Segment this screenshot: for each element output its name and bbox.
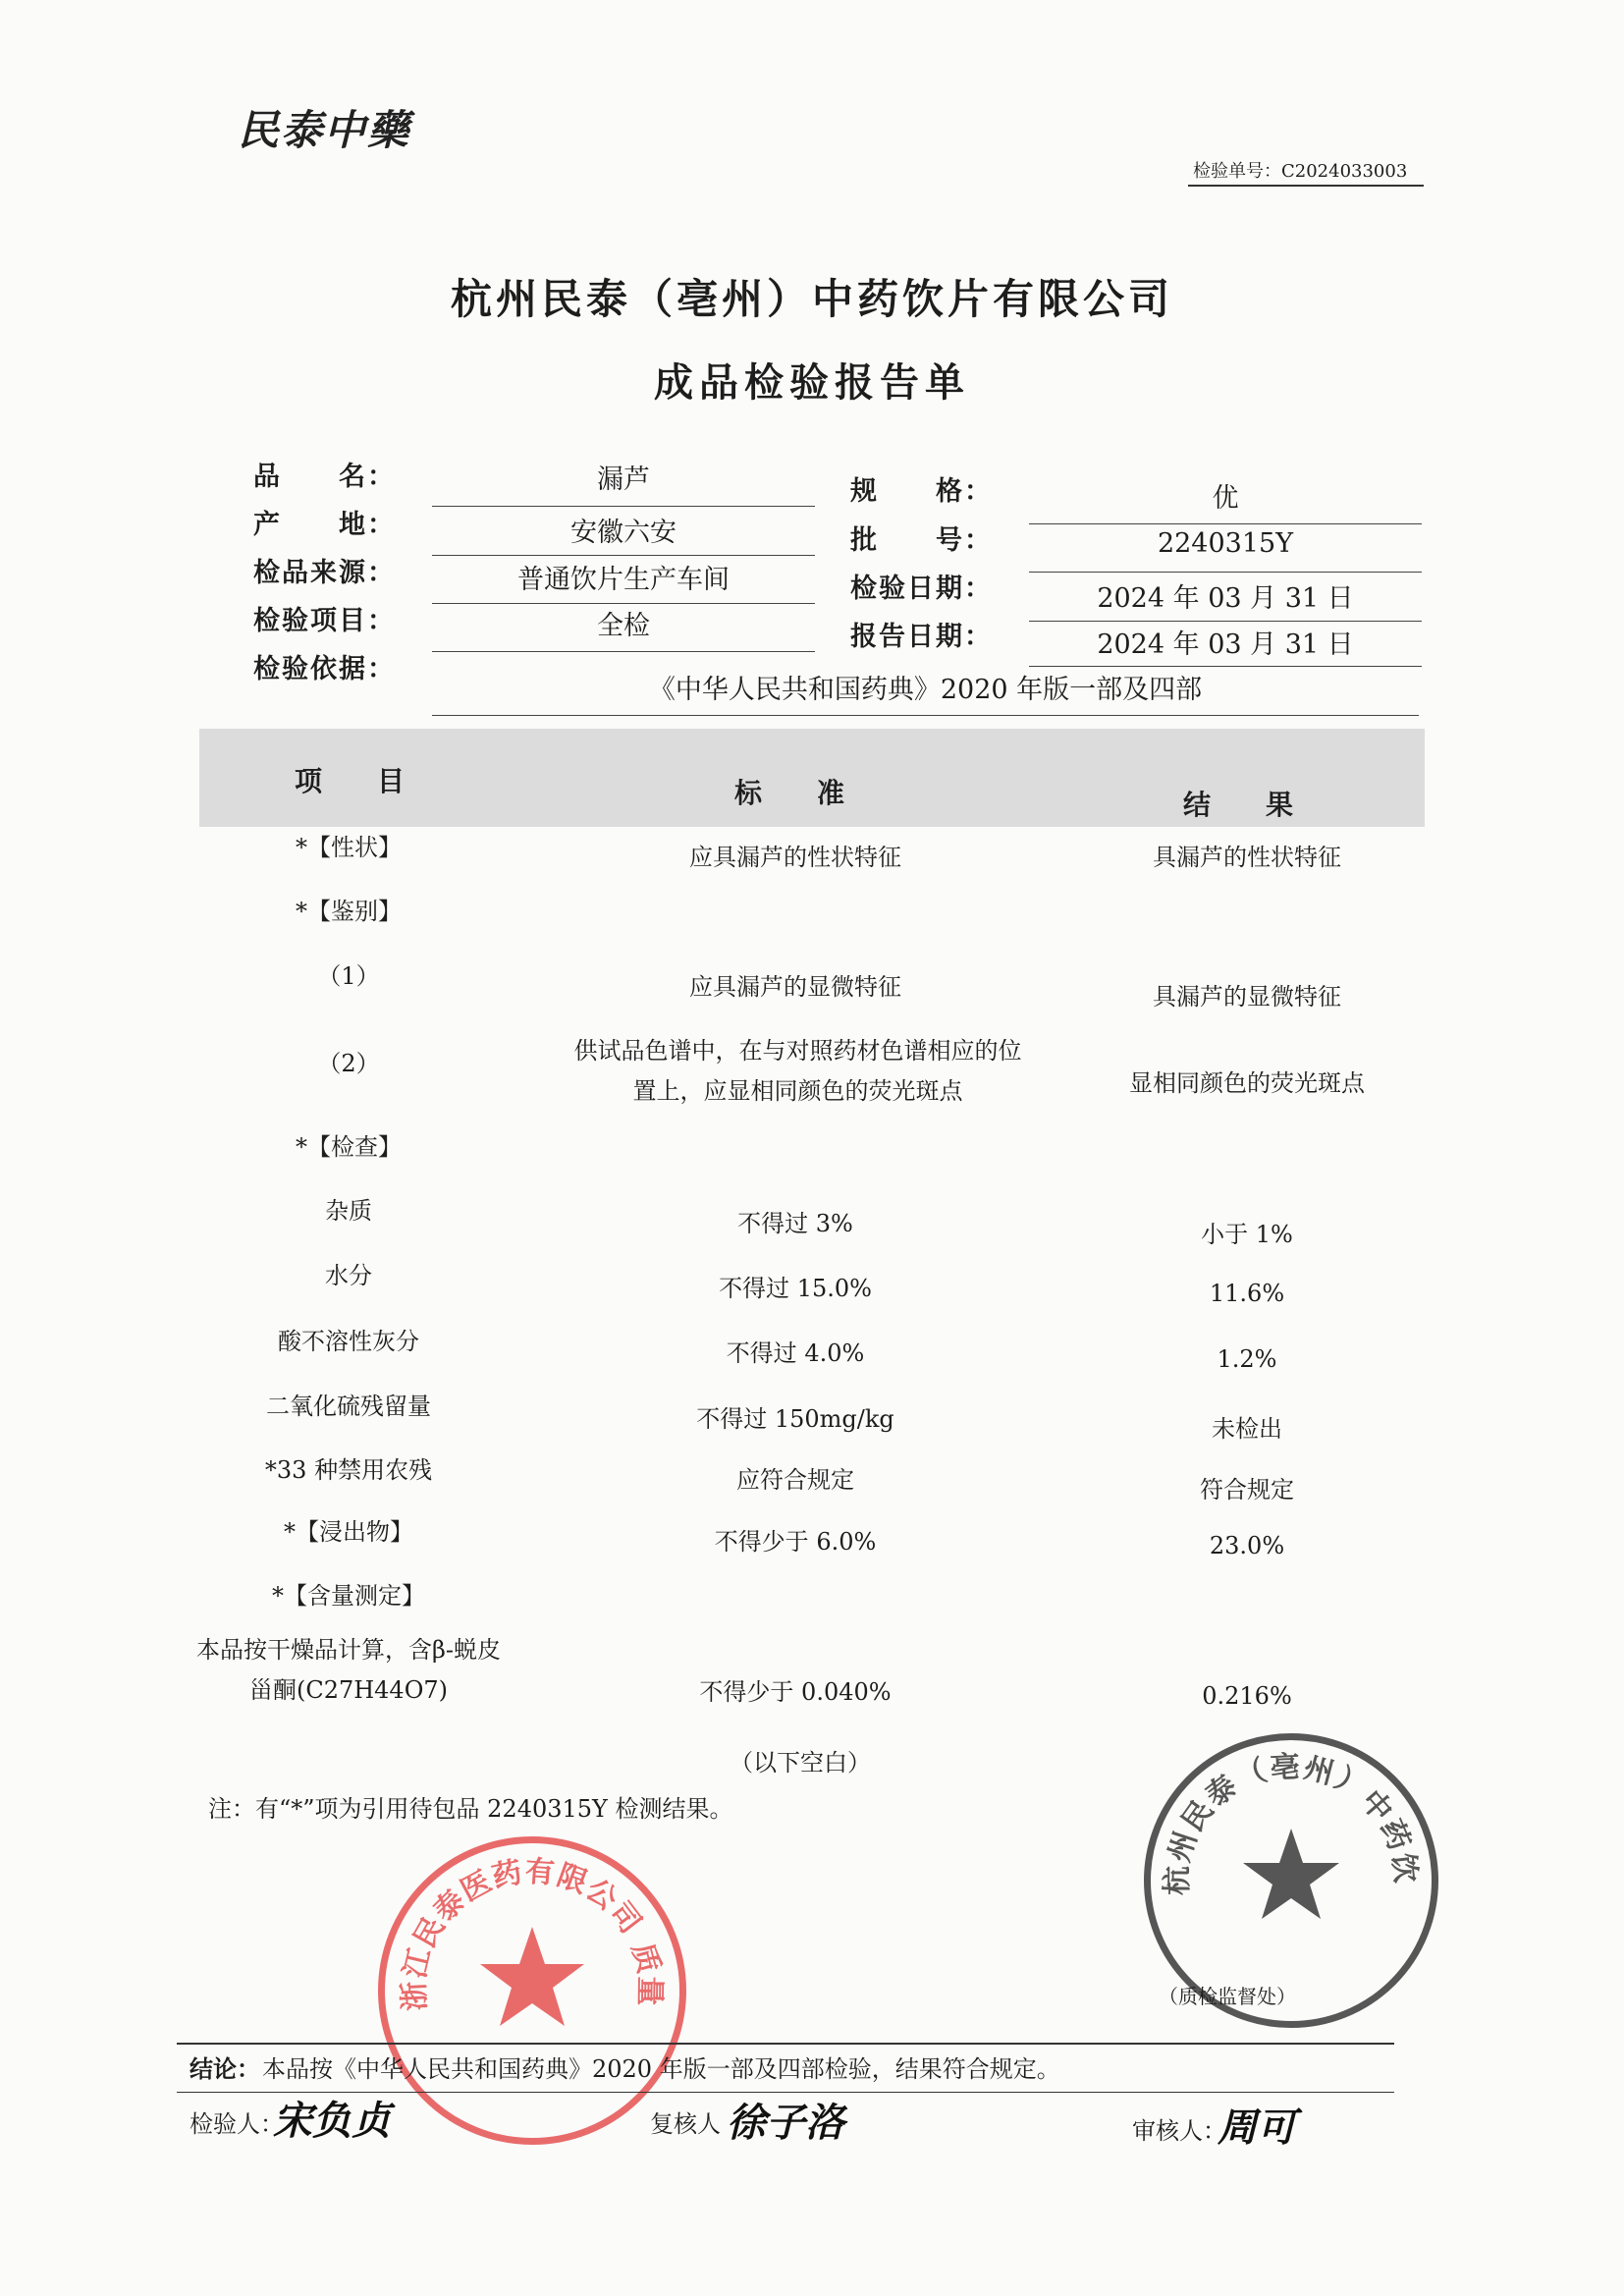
table-row-result: 未检出: [1212, 1415, 1282, 1443]
report-date-value: 2024 年 03 月 31 日: [1097, 629, 1354, 660]
table-row-result: 1.2%: [1217, 1345, 1277, 1373]
table-row-standard: 不得过 4.0%: [726, 1339, 865, 1367]
basis-label: 检验依据：: [253, 654, 396, 684]
source-label: 检品来源：: [253, 558, 396, 588]
table-row-standard: 应具漏芦的性状特征: [689, 844, 901, 871]
batch-value: 2240315Y: [1157, 528, 1294, 559]
inspector-signature: 宋负贞: [273, 2098, 391, 2144]
report-number: 检验单号：C2024033003: [1193, 161, 1408, 182]
item-underline: [432, 651, 815, 652]
table-row-result: 11.6%: [1209, 1280, 1285, 1307]
table-row-standard: 应具漏芦的显微特征: [689, 973, 901, 1001]
approver-label: 审核人：: [1132, 2117, 1226, 2145]
document-title: 成品检验报告单: [654, 359, 970, 406]
table-row-standard: 不得少于 0.040%: [699, 1678, 892, 1706]
source-value: 普通饮片生产车间: [517, 565, 730, 595]
table-row-item: *【浸出物】: [284, 1518, 413, 1546]
name-value: 漏芦: [597, 465, 650, 495]
table-row-item: （1）: [317, 962, 380, 990]
table-row-standard: 不得过 15.0%: [719, 1275, 872, 1302]
reviewer-label: 复核人: [650, 2110, 721, 2138]
report-date-label: 报告日期：: [850, 622, 993, 652]
test-date-underline: [1029, 621, 1422, 622]
approver-signature: 周可: [1218, 2105, 1296, 2151]
inspection-seal-graphic: [1151, 1740, 1432, 2021]
table-row-item: 二氧化硫残留量: [266, 1393, 431, 1420]
spec-value: 优: [1212, 483, 1239, 514]
header-result: 结 果: [1183, 789, 1308, 821]
test-date-label: 检验日期：: [850, 574, 993, 604]
table-row-item: 酸不溶性灰分: [278, 1328, 419, 1355]
table-row-result: 0.216%: [1202, 1682, 1292, 1710]
table-row-result: 小于 1%: [1201, 1221, 1293, 1248]
conclusion-top-rule: [177, 2043, 1394, 2045]
header-standard: 标 准: [734, 777, 859, 809]
footnote: 注：有“*”项为引用待包品 2240315Y 检测结果。: [208, 1795, 733, 1823]
origin-underline: [432, 555, 815, 556]
spec-label: 规 格：: [850, 476, 993, 507]
quality-seal-graphic: [385, 1843, 679, 2138]
inspection-seal-caption: （质检监督处）: [1159, 1985, 1296, 2008]
brand-logo: 民泰中藥: [238, 106, 411, 154]
table-row-item: 本品按干燥品计算，含β-蜕皮甾酮(C27H44O7): [196, 1636, 501, 1704]
table-row-item: （2）: [317, 1050, 380, 1077]
table-row-item: 杂质: [325, 1197, 372, 1225]
table-row-item: *【鉴别】: [296, 898, 402, 925]
conclusion-label: 结论：: [189, 2054, 260, 2083]
report-date-underline: [1029, 666, 1422, 667]
table-row-result: 符合规定: [1200, 1476, 1294, 1503]
basis-value: 《中华人民共和国药典》2020 年版一部及四部: [648, 675, 1203, 705]
reviewer-signature: 徐子洛: [727, 2100, 844, 2146]
table-row-result: 23.0%: [1209, 1532, 1285, 1559]
table-row-item: *【检查】: [296, 1133, 402, 1161]
table-row-standard: 不得少于 6.0%: [714, 1528, 877, 1556]
spec-underline: [1029, 523, 1422, 524]
table-row-item: *【含量测定】: [272, 1582, 425, 1610]
origin-label: 产 地：: [253, 510, 396, 540]
inspection-seal-text: 杭州民泰（亳州）中药饮: [1160, 1749, 1423, 1896]
table-row-standard: 供试品色谱中，在与对照药材色谱相应的位置上，应显相同颜色的荧光斑点: [573, 1037, 1022, 1105]
basis-underline: [432, 715, 1419, 716]
batch-underline: [1029, 572, 1422, 573]
item-label: 检验项目：: [253, 606, 396, 636]
test-date-value: 2024 年 03 月 31 日: [1097, 583, 1354, 614]
blank-below-note: （以下空白）: [730, 1749, 871, 1777]
quality-seal-text: 浙江民泰医药有限公司 质量: [397, 1854, 668, 2012]
name-underline: [432, 506, 815, 507]
item-value: 全检: [597, 611, 650, 641]
conclusion-text: 本品按《中华人民共和国药典》2020 年版一部及四部检验，结果符合规定。: [262, 2055, 1060, 2083]
name-label: 品 名：: [253, 462, 396, 492]
inspector-label: 检验人：: [189, 2110, 284, 2138]
table-row-standard: 不得过 3%: [737, 1210, 853, 1237]
batch-label: 批 号：: [850, 525, 993, 556]
table-row-result: 显相同颜色的荧光斑点: [1129, 1069, 1365, 1097]
table-row-standard: 不得过 150mg/kg: [696, 1405, 894, 1433]
table-row-item: *【性状】: [296, 834, 402, 861]
origin-value: 安徽六安: [570, 518, 677, 548]
header-item: 项 目: [295, 765, 419, 797]
header-divider: [1188, 185, 1424, 187]
table-row-result: 具漏芦的显微特征: [1153, 983, 1341, 1011]
table-row-result: 具漏芦的性状特征: [1153, 844, 1341, 871]
table-row-item: *33 种禁用农残: [264, 1456, 433, 1484]
table-row-item: 水分: [325, 1262, 372, 1289]
company-name: 杭州民泰（亳州）中药饮片有限公司: [450, 275, 1173, 323]
table-row-standard: 应符合规定: [736, 1466, 854, 1494]
quality-seal: [378, 1836, 686, 2145]
